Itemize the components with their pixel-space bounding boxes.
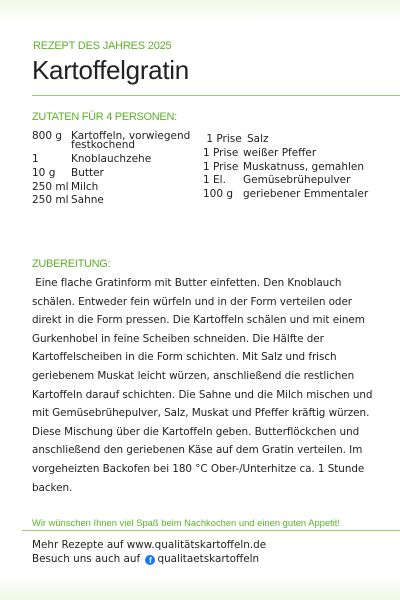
- ingredient-item: Muskatnuss, gemahlen: [243, 160, 365, 173]
- ingredient-item: Milch: [71, 180, 99, 193]
- footer-links: [32, 538, 266, 566]
- ingredient-item: geriebener Emmentaler: [243, 188, 369, 201]
- ingredients-right-column: [203, 133, 383, 202]
- ingredient-item: Kartoffeln, vorwiegend festkochend: [71, 130, 191, 151]
- footer-divider: [22, 530, 400, 531]
- website-link[interactable]: www.qualitätskartoffeln.de: [126, 539, 267, 551]
- facebook-icon[interactable]: f: [145, 555, 155, 565]
- website-line: [32, 538, 266, 552]
- kicker: REZEPT DES JAHRES 2025: [33, 40, 172, 52]
- ingredient-item: Salz: [247, 133, 269, 145]
- ingredient-amount: 250 ml: [32, 194, 69, 207]
- ingredient-row: [203, 174, 383, 188]
- preparation-text: Eine flache Gratinform mit Butter einfetten. Den Knoblauch schälen. Entweder fein würfeln und in der Form verteilen oder direkt in die Form pressen. Die Kartoffeln schälen und mit einem Gurkenhobel in feine Scheiben schneiden. Die Hälfte der Kartoffelscheiben in die Form schichten. Mit Salz und frisch geriebenem Muskat leicht würzen, anschließend die restlichen Kartoffeln darauf schichten. Die Sahne und die Milch mischen und mit Gemüsebrühepulver, Salz, Muskat und Pfeffer kräftig würzen. Diese Mischung über die Kartoffeln geben. Butterflöckchen und anschließend den geriebenen Käse auf dem Gratin verteilen. Im vorgeheizten Backofen bei 180 °C Ober-/Unterhitze ca. 1 Stunde backen.: [32, 277, 376, 494]
- ingredient-row: [203, 161, 383, 175]
- ingredients-heading: ZUTATEN FÜR 4 PERSONEN:: [32, 111, 177, 123]
- ingredient-row: [32, 194, 202, 208]
- ingredient-amount: 1 El.: [203, 174, 226, 187]
- ingredient-row: [203, 188, 383, 202]
- ingredient-item: Butter: [71, 166, 104, 179]
- ingredient-row: [203, 133, 383, 147]
- ingredient-item: Gemüsebrühepulver: [243, 174, 351, 187]
- ingredient-row: [32, 167, 202, 181]
- ingredient-amount: 1 Prise: [203, 160, 239, 173]
- ingredient-amount: 1 Prise: [203, 146, 239, 159]
- social-prefix: Besuch uns auch auf: [32, 553, 144, 565]
- ingredient-amount: 1 Prise: [203, 133, 242, 145]
- ingredient-amount: 1: [32, 153, 39, 165]
- closing-message: Wir wünschen Ihnen viel Spaß beim Nachkochen und einen guten Appetit!: [32, 517, 341, 528]
- ingredient-item: Knoblauchzehe: [71, 153, 152, 165]
- ingredient-amount: 800 g: [32, 130, 63, 142]
- social-line: [32, 552, 266, 566]
- preparation-heading: ZUBEREITUNG:: [32, 258, 111, 270]
- ingredients-left-column: [32, 130, 202, 208]
- ingredient-amount: 100 g: [203, 188, 234, 201]
- ingredient-row: [32, 181, 202, 195]
- title-divider: [32, 95, 400, 96]
- website-prefix: Mehr Rezepte auf: [32, 539, 127, 551]
- ingredient-amount: 10 g: [32, 166, 56, 179]
- ingredient-row: [32, 153, 202, 167]
- ingredient-amount: 250 ml: [32, 180, 69, 193]
- ingredient-item: weißer Pfeffer: [243, 146, 317, 159]
- ingredient-item: Sahne: [71, 194, 104, 207]
- ingredient-row: [32, 130, 202, 153]
- ingredient-row: [203, 147, 383, 161]
- social-handle[interactable]: qualitaetskartoffeln: [157, 553, 260, 565]
- page-title: Kartoffelgratin: [32, 55, 189, 85]
